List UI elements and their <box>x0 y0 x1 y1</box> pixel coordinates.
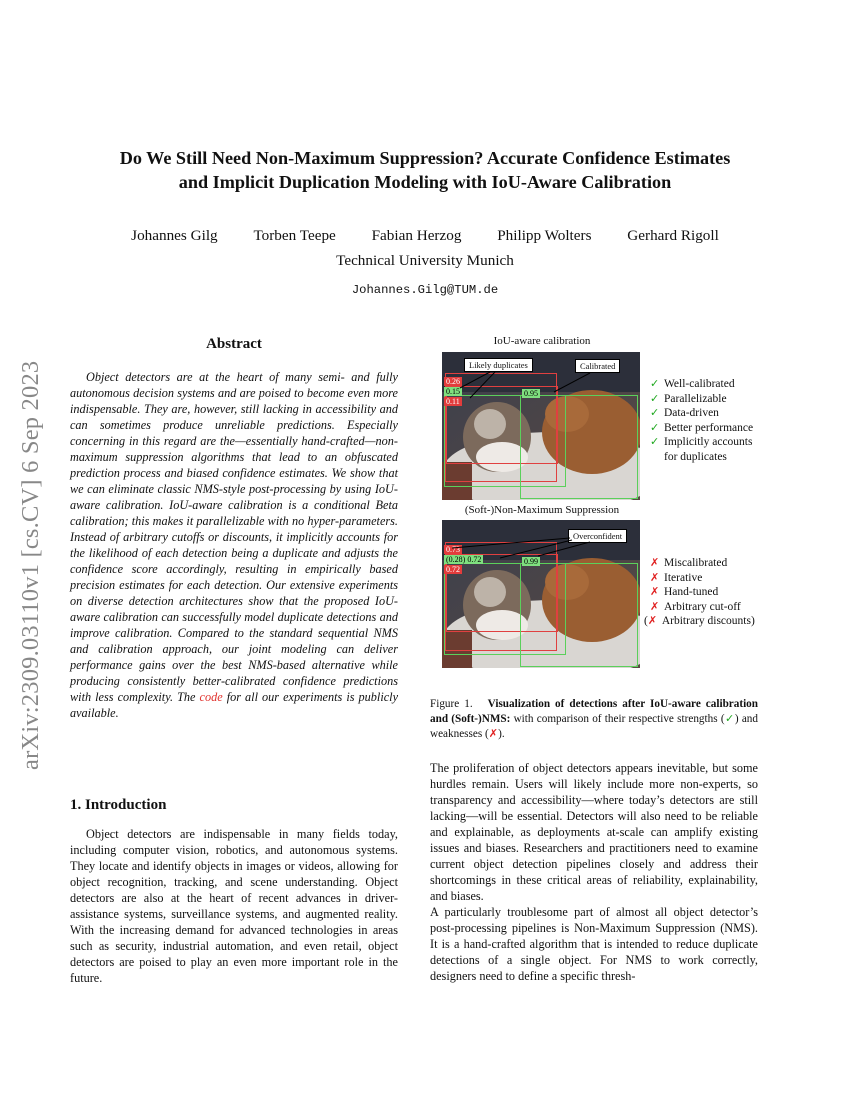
score-label: (0.28) 0.72 <box>446 555 482 564</box>
score-label: 0.15 <box>446 387 460 396</box>
abstract-heading: Abstract <box>206 336 262 352</box>
author: Philipp Wolters <box>497 227 592 244</box>
paper-title <box>60 146 790 194</box>
score-label: 0.11 <box>446 397 460 406</box>
callout-likely-duplicates: Likely duplicates <box>464 358 533 372</box>
weakness-item: ✗ Hand-tuned <box>650 585 719 598</box>
strength-item: ✓ Better performance <box>650 420 754 434</box>
right-column-text <box>430 760 758 984</box>
check-icon: ✓ <box>724 713 735 725</box>
callout-overconfident: Overconfident <box>568 529 627 543</box>
strengths-list <box>650 377 753 464</box>
strength-item: ✓ Parallelizable <box>650 391 727 405</box>
strength-item: ✓ Implicitly accounts <box>650 435 753 448</box>
score-label: 0.72 <box>446 565 460 574</box>
code-link[interactable]: code <box>199 690 223 704</box>
author: Fabian Herzog <box>371 227 462 244</box>
panel-title-iou: IoU-aware calibration <box>493 335 591 347</box>
contact-email: Johannes.Gilg@TUM.de <box>351 283 499 297</box>
figure-1-caption: Figure 1. Visualization of detections after IoU-aware calibration and (Soft-)NMS: with comparison of their respective strengths (✓) and weaknesses (✗). <box>430 698 759 740</box>
author: Torben Teepe <box>253 227 336 244</box>
title-line-1: Do We Still Need Non-Maximum Suppression? Accurate Confidence Estimates <box>119 148 731 168</box>
score-label: 0.95 <box>524 389 538 398</box>
caption-label: Figure 1. <box>430 698 473 710</box>
title-line-2: and Implicit Duplication Modeling with IoU-Aware Calibration <box>178 172 672 192</box>
abstract-body-end: for all our experiments is publicly available. <box>70 690 399 720</box>
weakness-item: ✗ Arbitrary cut-off <box>650 599 741 613</box>
weakness-item: ✗ Miscalibrated <box>650 556 728 569</box>
score-label: 0.99 <box>524 557 538 566</box>
callout-arrows-bottom <box>430 520 660 580</box>
author-list <box>60 226 790 246</box>
caption-bold: Visualization of detections after IoU-aware calibration and (Soft-)NMS: <box>430 698 759 725</box>
introduction-paragraph: Object detectors are indispensable in many fields today, including computer vision, robotics, and autonomous systems. They locate and identify objects in images or videos, allowing for object recognition, tracking, and scene understanding. Object detectors are also at the heart of recent advances in driver-assistance systems, surveillance systems, and augmented reality. With the increasing demand for advanced technologies in areas such as security, industrial automation, and even retail, object detectors are poised to play an even more important role in the future. <box>70 827 398 985</box>
bbox-green-2 <box>520 395 638 499</box>
cross-icon: ✗ <box>488 728 499 740</box>
abstract-text <box>70 369 398 721</box>
section-heading-introduction: 1. Introduction <box>70 797 167 813</box>
weaknesses-list <box>644 556 755 629</box>
abstract-body: Object detectors are at the heart of many semi- and fully autonomous decision systems and are poised to become even more indispensable. They are, however, still lacking in accessibility and can sometimes produce unreliable predictions. Especially concerning in this regard are the—essentially hand-crafted—non-maximum suppression algorithms that lead to an obfuscated prediction process and biased confidence estimates. We show that we can eliminate classic NMS-style post-processing by using IoU-aware calibration. IoU-aware calibration is a conditional Beta calibration; this makes it parallelizable with no hyper-parameters. Instead of arbitrary cutoffs or discounts, it implicitly accounts for the likelihood of each detection being a duplicate and adjusts the confidence score accordingly, resulting in empirically based precision estimates for each detection. Our extensive experiments on diverse detection architectures show that the proposed IoU-aware calibration can successfully model duplicate detections and improve calibration. Compared to the standard sequential NMS and calibration approach, our joint modeling can deliver performance gains over the best NMS-based alternative while producing consistently better-calibrated confidence predictions with less complexity. The <box>70 370 398 704</box>
paragraph: A particularly troublesome part of almost all object detector’s post-processing pipelines is Non-Maximum Suppression (NMS). It is a hand-crafted algorithm that is intended to reduce duplicate detections of a single object. For NMS to work correctly, designers need to define a specific thresh- <box>430 905 758 983</box>
author: Gerhard Rigoll <box>627 227 719 244</box>
callout-calibrated: Calibrated <box>575 359 620 373</box>
score-label: 0.26 <box>446 377 460 386</box>
strength-item: for duplicates <box>664 450 727 463</box>
strength-item: ✓ Data-driven <box>650 406 719 419</box>
weakness-item: (✗ Arbitrary discounts) <box>644 614 755 627</box>
figure-1 <box>430 330 780 675</box>
callout-arrows-top <box>430 330 660 410</box>
panel-title-nms: (Soft-)Non-Maximum Suppression <box>464 504 620 516</box>
author: Johannes Gilg <box>131 227 218 244</box>
score-label: 0.73 <box>446 545 460 554</box>
affiliation: Technical University Munich <box>336 252 514 269</box>
arxiv-identifier: arXiv:2309.03110v1 [cs.CV] 6 Sep 2023 <box>17 360 44 770</box>
weakness-item: ✗ Iterative <box>650 570 703 584</box>
paragraph: The proliferation of object detectors appears inevitable, but some hurdles remain. Users will likely include more non-experts, so transparency and accessibility—where today’s detectors are still lacking—will be essential. Detectors will also need to be reliable and explainable, as deployments at-scale can amplify existing issues and biases. Researchers and practitioners need to examine current object detection pipelines closely and address their shortcomings in these critical areas of reliability, explainability, and biases. <box>430 761 758 903</box>
strength-item: ✓ Well-calibrated <box>650 377 735 390</box>
